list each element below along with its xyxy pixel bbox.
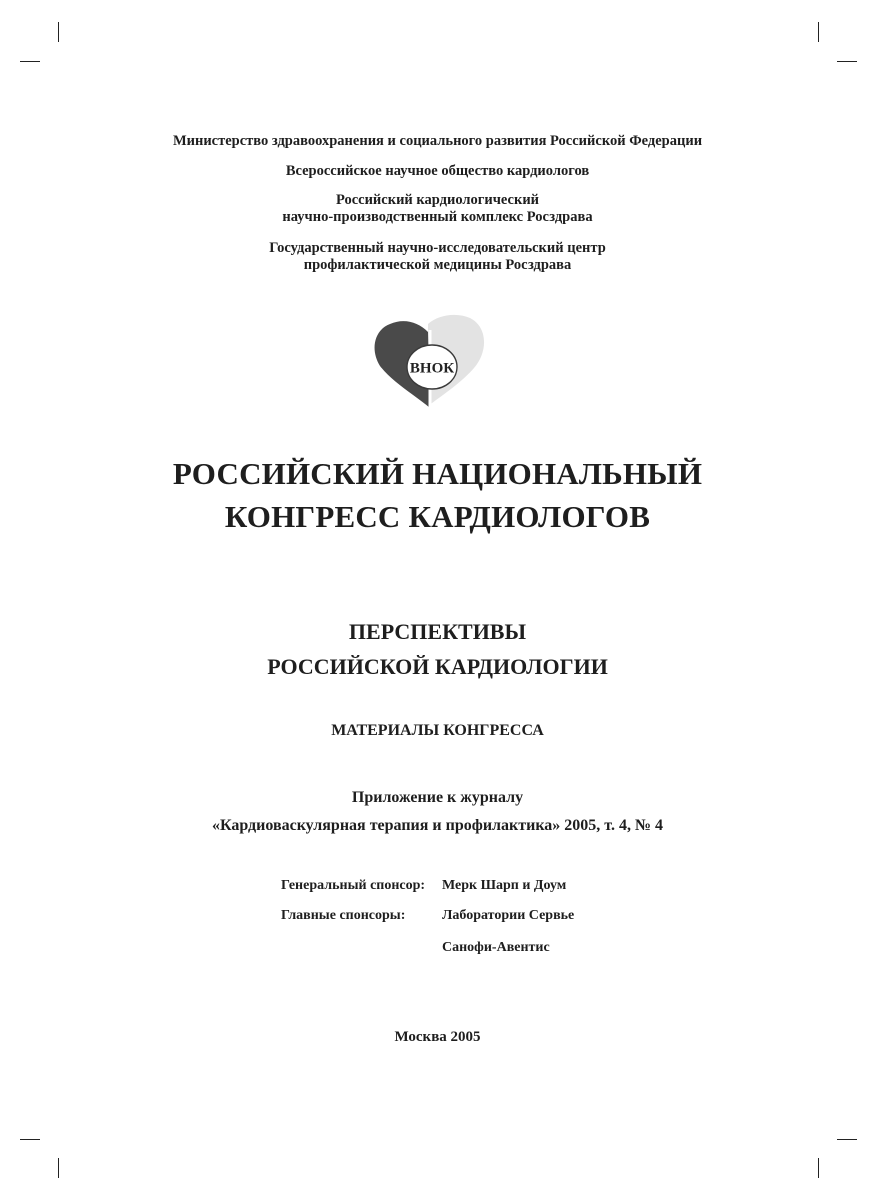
center-name <box>0 240 875 274</box>
congress-subtitle <box>0 614 875 684</box>
main-sponsor-sanofi: Санофи-Авентис <box>442 940 550 955</box>
journal-appendix <box>0 784 875 840</box>
crop-mark-top-left-vertical <box>58 22 59 42</box>
journal-appendix-line1: Приложение к журналу <box>351 789 524 806</box>
journal-appendix-line2: «Кардиоваскулярная терапия и профилактика» 2005, т. 4, № 4 <box>211 817 664 834</box>
congress-title-line1: РОССИЙСКИЙ НАЦИОНАЛЬНЫЙ <box>172 456 703 491</box>
logo-text: ВНОК <box>409 360 455 377</box>
congress-subtitle-line2: РОССИЙСКОЙ КАРДИОЛОГИИ <box>267 654 608 679</box>
general-sponsor-value: Мерк Шарп и Доум <box>442 878 567 893</box>
society-name: Всероссийское научное общество кардиологов <box>285 163 590 179</box>
complex-name-line1: Российский кардиологический <box>335 192 540 208</box>
center-name-line2: профилактической медицины Росздрава <box>303 257 572 273</box>
heart-logo-icon <box>372 312 488 412</box>
congress-title-line2: КОНГРЕСС КАРДИОЛОГОВ <box>224 499 651 534</box>
crop-mark-bottom-right-vertical <box>818 1158 819 1178</box>
ministry-name: Министерство здравоохранения и социального развития Российской Федерации <box>172 133 703 149</box>
main-sponsor-servier: Лаборатории Сервье <box>442 908 575 923</box>
crop-mark-top-left-horizontal <box>20 61 40 62</box>
crop-mark-bottom-right-horizontal <box>837 1139 857 1140</box>
general-sponsor-label: Генеральный спонсор: <box>281 878 426 893</box>
complex-name-line2: научно-производственный комплекс Росздрава <box>282 209 593 225</box>
main-sponsors-label: Главные спонсоры: <box>281 908 406 923</box>
crop-mark-top-right-horizontal <box>837 61 857 62</box>
congress-title <box>0 452 875 538</box>
center-name-line1: Государственный научно-исследовательский центр <box>269 240 606 256</box>
materials-label: МАТЕРИАЛЫ КОНГРЕССА <box>331 722 544 739</box>
crop-mark-top-right-vertical <box>818 22 819 42</box>
crop-mark-bottom-left-horizontal <box>20 1139 40 1140</box>
crop-mark-bottom-left-vertical <box>58 1158 59 1178</box>
city-year: Москва 2005 <box>394 1029 481 1045</box>
congress-subtitle-line1: ПЕРСПЕКТИВЫ <box>348 619 527 644</box>
complex-name <box>0 192 875 226</box>
